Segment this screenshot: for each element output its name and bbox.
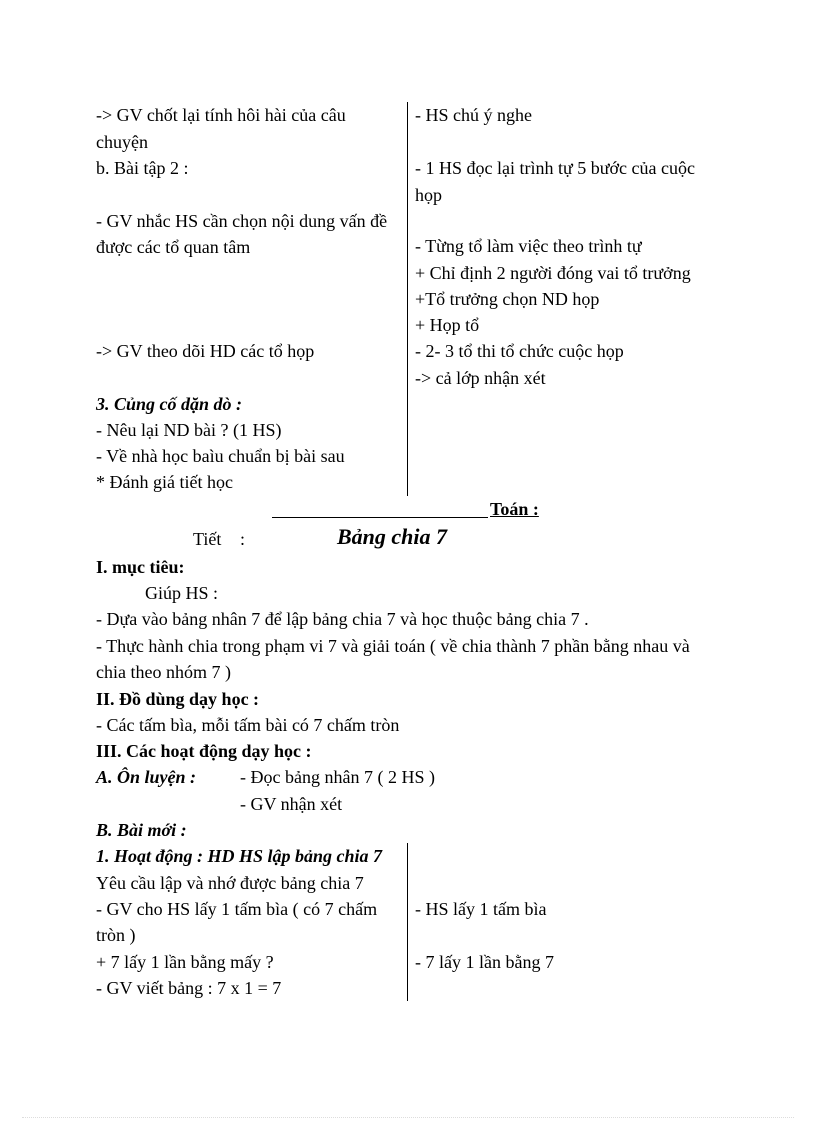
teacher-step: tròn ) <box>96 925 136 945</box>
section-heading: 3. Củng cố dặn dò : <box>96 394 243 414</box>
objectives-intro: Giúp HS : <box>145 583 219 603</box>
student-step: - HS lấy 1 tấm bìa <box>415 899 547 919</box>
review-item: - Đọc bảng nhân 7 ( 2 HS ) <box>240 767 435 787</box>
student-step: - Từng tổ làm việc theo trình tự <box>415 236 642 256</box>
objective-item: - Thực hành chia trong phạm vi 7 và giải toán ( về chia thành 7 phần bằng nhau và <box>96 636 690 656</box>
student-step: - HS chú ý nghe <box>415 105 532 125</box>
column-divider <box>407 102 408 496</box>
header-rule <box>272 517 488 518</box>
activities-heading: III. Các hoạt động dạy học : <box>96 741 312 761</box>
teacher-step: chuyện <box>96 132 148 152</box>
review-item: - GV nhận xét <box>240 794 343 814</box>
teacher-step: + 7 lấy 1 lần bằng mấy ? <box>96 952 274 972</box>
student-step: -> cả lớp nhận xét <box>415 368 546 388</box>
student-step: + Chỉ định 2 người đóng vai tổ trưởng <box>415 263 691 283</box>
page-footer-rule <box>22 1117 794 1118</box>
teacher-step: Yêu cầu lập và nhớ được bảng chia 7 <box>96 873 364 893</box>
new-lesson-label: B. Bài mới : <box>96 820 187 840</box>
materials-item: - Các tấm bìa, mỗi tấm bài có 7 chấm tròn <box>96 715 400 735</box>
teacher-step: được các tổ quan tâm <box>96 237 251 257</box>
column-divider <box>407 843 408 1001</box>
teacher-step: - Về nhà học baìu chuẩn bị bài sau <box>96 446 345 466</box>
teacher-step: -> GV theo dõi HD các tổ họp <box>96 341 315 361</box>
materials-heading: II. Đồ dùng dạy học : <box>96 689 260 709</box>
student-step: - 1 HS đọc lại trình tự 5 bước của cuộc <box>415 158 695 178</box>
student-step: - 7 lấy 1 lần bằng 7 <box>415 952 554 972</box>
objective-item: - Dựa vào bảng nhân 7 để lập bảng chia 7 và học thuộc bảng chia 7 . <box>96 609 589 629</box>
activity-heading: 1. Hoạt động : HD HS lập bảng chia 7 <box>96 846 383 866</box>
teacher-step: - GV nhắc HS cần chọn nội dung vấn đề <box>96 211 388 231</box>
review-label: A. Ôn luyện : <box>96 767 197 787</box>
teacher-step: - GV viết bảng : 7 x 1 = 7 <box>96 978 282 998</box>
student-step: +Tổ trưởng chọn ND họp <box>415 289 600 309</box>
teacher-step: -> GV chốt lại tính hôi hài của câu <box>96 105 346 125</box>
student-step: + Họp tổ <box>415 315 480 335</box>
student-step: họp <box>415 185 442 205</box>
student-step: - 2- 3 tổ thi tổ chức cuộc họp <box>415 341 624 361</box>
teacher-step: - Nêu lại ND bài ? (1 HS) <box>96 420 282 440</box>
lesson-title: Bảng chia 7 <box>337 524 448 549</box>
period-label: Tiết <box>193 529 222 549</box>
objective-item: chia theo nhóm 7 ) <box>96 662 231 682</box>
period-separator: : <box>240 529 246 549</box>
exercise-heading: b. Bài tập 2 : <box>96 158 189 178</box>
objectives-heading: I. mục tiêu: <box>96 557 185 577</box>
teacher-step: * Đánh giá tiết học <box>96 472 233 492</box>
teacher-step: - GV cho HS lấy 1 tấm bìa ( có 7 chấm <box>96 899 378 919</box>
subject-label: Toán : <box>490 499 539 519</box>
